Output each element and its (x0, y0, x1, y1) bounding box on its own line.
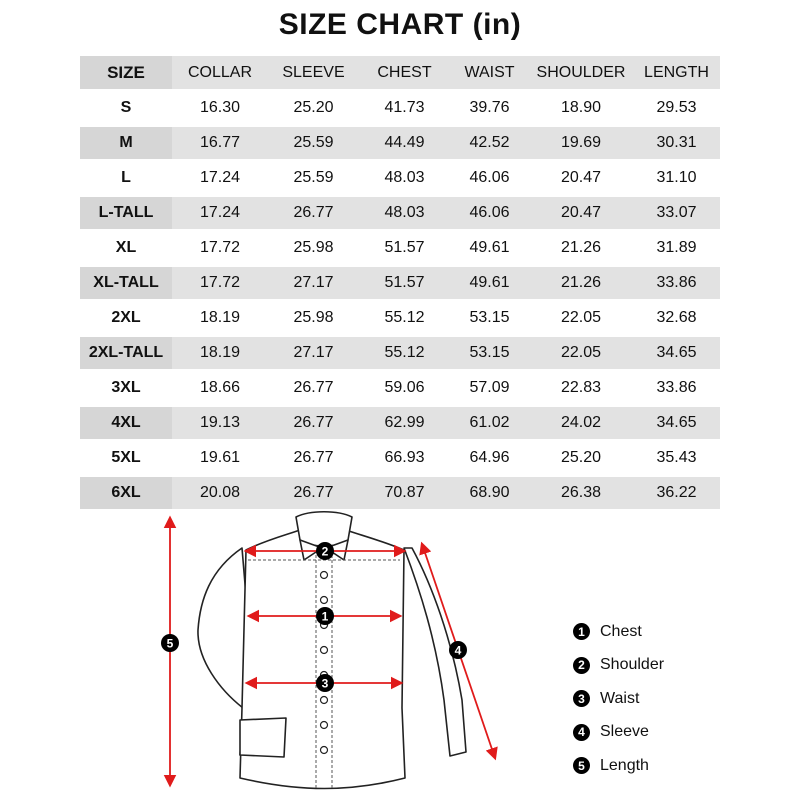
cell-sleeve: 26.77 (268, 407, 359, 439)
cell-sleeve: 26.77 (293, 379, 334, 396)
cell-size: L-TALL (80, 197, 172, 229)
cell-shoulder: 22.05 (560, 309, 602, 326)
cell-chest: 70.87 (359, 477, 450, 509)
cell-length: 35.43 (656, 449, 697, 466)
header-chest: CHEST (359, 56, 450, 89)
cell-chest: 55.12 (384, 309, 425, 326)
table-row (80, 407, 720, 439)
cell-collar: 18.19 (172, 337, 268, 369)
legend-item-length (573, 749, 664, 783)
shoulder-marker (316, 542, 334, 560)
svg-text:5: 5 (166, 636, 174, 651)
cell-length: 29.53 (656, 99, 697, 116)
cell-chest: 62.99 (359, 407, 450, 439)
cell-collar: 19.13 (172, 407, 268, 439)
svg-text:2: 2 (321, 544, 329, 559)
cell-collar: 16.30 (199, 99, 241, 116)
cell-chest: 51.57 (384, 239, 425, 256)
cell-length: 32.68 (656, 309, 697, 326)
table-header-row (80, 56, 720, 89)
cell-collar: 18.19 (199, 309, 241, 326)
svg-text:1: 1 (321, 609, 329, 624)
sleeve-marker (449, 641, 467, 659)
cell-chest: 66.93 (384, 449, 425, 466)
cell-waist: 49.61 (450, 267, 529, 299)
cell-sleeve: 26.77 (268, 197, 359, 229)
cell-length: 33.86 (633, 267, 720, 299)
number-4-badge-icon: 4 (573, 724, 590, 741)
cell-shoulder: 18.90 (560, 99, 602, 116)
table-body (80, 92, 720, 509)
cell-shoulder: 24.02 (529, 407, 633, 439)
cell-sleeve: 25.98 (293, 239, 334, 256)
legend-label: Length (600, 756, 649, 774)
cell-size: 5XL (111, 449, 141, 466)
cell-shoulder: 21.26 (529, 267, 633, 299)
cell-shoulder: 26.38 (529, 477, 633, 509)
legend-label: Sleeve (600, 723, 649, 741)
cell-sleeve: 25.59 (293, 169, 334, 186)
cell-length: 34.65 (633, 337, 720, 369)
cell-length: 30.31 (633, 127, 720, 159)
table-row (80, 232, 720, 264)
shirt-measurement-diagram (0, 505, 560, 800)
cell-size: 2XL (111, 309, 141, 326)
cell-waist: 42.52 (450, 127, 529, 159)
table-row (80, 162, 720, 194)
cell-collar: 20.08 (172, 477, 268, 509)
cell-chest: 55.12 (359, 337, 450, 369)
cell-length: 31.10 (656, 169, 697, 186)
cell-size: 4XL (80, 407, 172, 439)
cell-shoulder: 22.83 (560, 379, 602, 396)
cell-sleeve: 27.17 (268, 267, 359, 299)
header-size: SIZE (80, 56, 172, 89)
cell-waist: 46.06 (450, 197, 529, 229)
cell-chest: 48.03 (359, 197, 450, 229)
svg-text:4: 4 (454, 643, 462, 658)
cell-waist: 46.06 (469, 169, 510, 186)
cell-sleeve: 25.98 (293, 309, 334, 326)
table-row (80, 92, 720, 124)
legend-item-sleeve (573, 716, 664, 750)
header-waist: WAIST (450, 56, 529, 89)
cell-size: XL-TALL (80, 267, 172, 299)
cell-length: 33.86 (656, 379, 697, 396)
cell-length: 36.22 (633, 477, 720, 509)
cell-collar: 17.24 (172, 197, 268, 229)
cell-chest: 44.49 (359, 127, 450, 159)
legend-item-shoulder (573, 649, 664, 683)
cell-shoulder: 19.69 (529, 127, 633, 159)
legend-item-chest (573, 615, 664, 649)
cell-sleeve: 25.20 (293, 99, 334, 116)
chest-marker (316, 607, 334, 625)
cell-waist: 68.90 (450, 477, 529, 509)
cell-size: 6XL (80, 477, 172, 509)
cell-sleeve: 26.77 (268, 477, 359, 509)
cell-collar: 18.66 (199, 379, 241, 396)
number-5-badge-icon: 5 (573, 757, 590, 774)
cell-length: 34.65 (633, 407, 720, 439)
size-table (80, 53, 720, 512)
cell-shoulder: 22.05 (529, 337, 633, 369)
cell-size: 3XL (111, 379, 141, 396)
table-row (80, 442, 720, 474)
measurement-legend (573, 615, 664, 783)
cell-chest: 51.57 (359, 267, 450, 299)
legend-label: Shoulder (600, 656, 665, 674)
legend-item-waist (573, 682, 664, 716)
table-row (80, 372, 720, 404)
cell-sleeve: 26.77 (293, 449, 334, 466)
number-1-badge-icon: 1 (573, 623, 590, 640)
cell-size: L (121, 169, 131, 186)
cell-chest: 41.73 (384, 99, 425, 116)
header-shoulder: SHOULDER (529, 56, 633, 89)
table-row (80, 302, 720, 334)
cell-shoulder: 20.47 (560, 169, 602, 186)
cell-waist: 39.76 (469, 99, 510, 116)
cell-shoulder: 21.26 (560, 239, 602, 256)
cell-size: S (120, 99, 132, 116)
cell-waist: 53.15 (450, 337, 529, 369)
cell-sleeve: 27.17 (268, 337, 359, 369)
legend-label: Waist (600, 689, 640, 707)
page-title: SIZE CHART (in) (278, 8, 522, 41)
svg-text:3: 3 (321, 676, 329, 691)
cell-waist: 49.61 (469, 239, 510, 256)
cell-collar: 17.24 (199, 169, 241, 186)
cell-size: XL (115, 239, 137, 256)
cell-collar: 17.72 (172, 267, 268, 299)
cell-collar: 16.77 (172, 127, 268, 159)
cell-collar: 19.61 (199, 449, 241, 466)
length-marker (161, 634, 179, 652)
table-row (80, 197, 720, 229)
table-row (80, 267, 720, 299)
waist-marker (316, 674, 334, 692)
header-collar: COLLAR (172, 56, 268, 89)
cell-length: 33.07 (633, 197, 720, 229)
cell-size: M (80, 127, 172, 159)
table-row (80, 337, 720, 369)
cell-waist: 53.15 (469, 309, 510, 326)
cell-waist: 61.02 (450, 407, 529, 439)
cell-sleeve: 25.59 (268, 127, 359, 159)
header-sleeve: SLEEVE (268, 56, 359, 89)
table-row (80, 127, 720, 159)
cell-waist: 64.96 (469, 449, 510, 466)
cell-chest: 48.03 (384, 169, 425, 186)
number-3-badge-icon: 3 (573, 690, 590, 707)
number-2-badge-icon: 2 (573, 657, 590, 674)
cell-collar: 17.72 (199, 239, 241, 256)
cell-size: 2XL-TALL (80, 337, 172, 369)
cell-shoulder: 25.20 (560, 449, 602, 466)
cell-waist: 57.09 (469, 379, 510, 396)
cell-length: 31.89 (656, 239, 697, 256)
header-length: LENGTH (633, 56, 720, 89)
legend-label: Chest (600, 622, 642, 640)
cell-chest: 59.06 (384, 379, 425, 396)
cell-shoulder: 20.47 (529, 197, 633, 229)
